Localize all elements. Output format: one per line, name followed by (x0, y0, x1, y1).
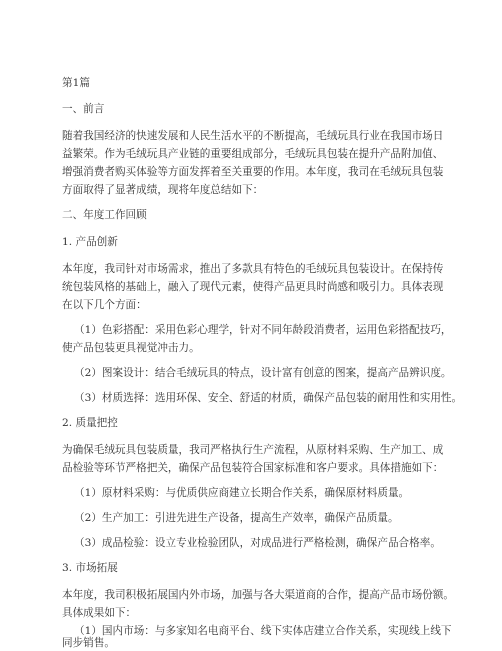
foreword-paragraph-line: 益繁荣。作为毛绒玩具产业链的重要组成部分，毛绒玩具包装在提升产品附加值、 (62, 148, 444, 160)
subsection-heading-quality-control: 2. 质量把控 (62, 417, 118, 429)
subsection-heading-product-innovation: 1. 产品创新 (62, 236, 118, 248)
innovation-paragraph-line: 统包装风格的基础上，融入了现代元素，使得产品更具时尚感和吸引力。具体表现 (62, 281, 444, 293)
quality-list-item: （3）成品检验：设立专业检验团队，对成品进行严格检测，确保产品合格率。 (74, 537, 441, 549)
subsection-heading-market-expansion: 3. 市场拓展 (62, 562, 118, 574)
section-heading-foreword: 一、前言 (62, 103, 105, 115)
foreword-paragraph-line: 方面取得了显著成绩，现将年度总结如下： (62, 184, 264, 196)
market-list-item-continuation: 同步销售。 (62, 637, 115, 649)
quality-paragraph-line: 为确保毛绒玩具包装质量，我司严格执行生产流程，从原材料采购、生产加工、成 (62, 444, 444, 456)
market-paragraph-line: 具体成果如下： (62, 607, 137, 619)
market-paragraph-line: 本年度，我司积极拓展国内外市场，加强与各大渠道商的合作，提高产品市场份额。 (62, 589, 454, 601)
innovation-list-item: （1）色彩搭配：采用色彩心理学，针对不同年龄段消费者，运用色彩搭配技巧， (74, 324, 452, 336)
innovation-paragraph-line: 在以下几个方面： (62, 299, 147, 311)
innovation-list-item: （3）材质选择：选用环保、安全、舒适的材质，确保产品包装的耐用性和实用性。 (74, 392, 463, 404)
innovation-list-item-continuation: 使产品包装更具视觉冲击力。 (62, 342, 200, 354)
section-heading-review: 二、年度工作回顾 (62, 209, 147, 221)
innovation-paragraph-line: 本年度，我司针对市场需求，推出了多款具有特色的毛绒玩具包装设计。在保持传 (62, 263, 444, 275)
page-label: 第1篇 (62, 77, 90, 89)
foreword-paragraph-line: 增强消费者购买体验等方面发挥着至关重要的作用。本年度，我司在毛绒玩具包装 (62, 166, 444, 178)
innovation-list-item: （2）图案设计：结合毛绒玩具的特点，设计富有创意的图案，提高产品辨识度。 (74, 367, 452, 379)
quality-list-item: （1）原材料采购：与优质供应商建立长期合作关系，确保原材料质量。 (74, 487, 410, 499)
quality-list-item: （2）生产加工：引进先进生产设备，提高生产效率，确保产品质量。 (74, 512, 399, 524)
market-list-item: （1）国内市场：与多家知名电商平台、线下实体店建立合作关系，实现线上线下 (74, 625, 452, 637)
foreword-paragraph-line: 随着我国经济的快速发展和人民生活水平的不断提高，毛绒玩具行业在我国市场日 (62, 130, 444, 142)
quality-paragraph-line: 品检验等环节严格把关，确保产品包装符合国家标准和客户要求。具体措施如下： (62, 462, 444, 474)
